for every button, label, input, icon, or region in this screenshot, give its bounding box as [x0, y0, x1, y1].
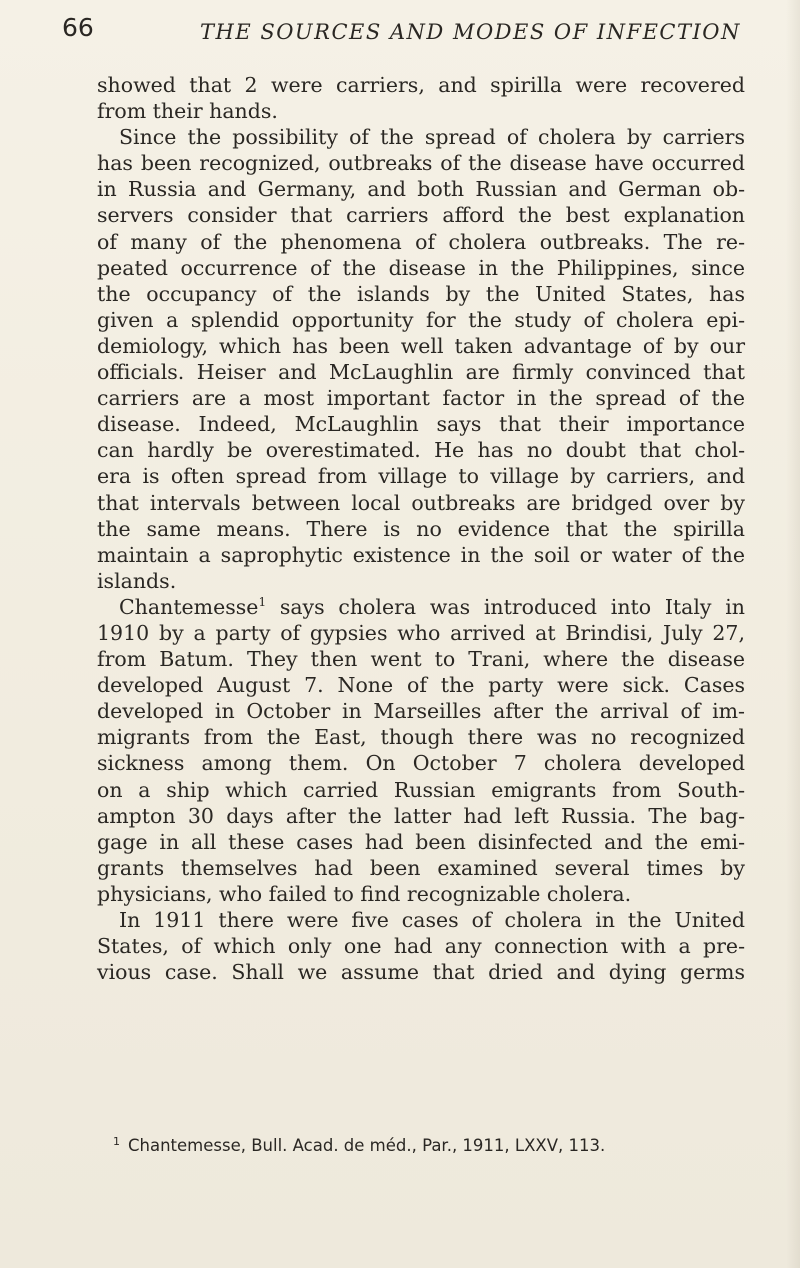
- text-line: the same means. There is no evidence that the spirilla: [97, 516, 745, 541]
- text-line: ampton 30 days after the latter had left Russia. The bag-: [97, 803, 745, 828]
- text-line: sickness among them. On October 7 cholera developed: [97, 751, 745, 776]
- text-line: grants themselves had been examined several times by: [97, 855, 745, 880]
- page-number: 66: [62, 13, 94, 42]
- text-line: In 1911 there were five cases of cholera in the United: [119, 908, 745, 932]
- text-line: migrants from the East, though there was no recognized: [97, 725, 745, 750]
- text-line: 1910 by a party of gypsies who arrived at Brindisi, July 27,: [97, 620, 745, 645]
- body-text: [97, 72, 745, 985]
- text-line: era is often spread from village to village by carriers, and: [97, 464, 745, 489]
- page-header: [62, 8, 762, 48]
- text-line: from their hands.: [97, 99, 278, 124]
- text-line-footnote-ref: [97, 594, 745, 620]
- footnote-number: 1: [113, 1134, 120, 1148]
- text-line: that intervals between local outbreaks are bridged over by: [97, 490, 745, 515]
- author-name: Chantemesse: [119, 594, 259, 619]
- running-head: THE SOURCES AND MODES OF INFECTION: [200, 20, 741, 44]
- text-line: maintain a saprophytic existence in the soil or water of the: [97, 542, 745, 567]
- text-line: disease. Indeed, McLaughlin says that their importance: [97, 412, 745, 437]
- text-line: in Russia and Germany, and both Russian and German ob-: [97, 177, 745, 202]
- footnote-marker: 1: [258, 595, 267, 610]
- text-line: on a ship which carried Russian emigrants from South-: [97, 777, 745, 802]
- text-line: vious case. Shall we assume that dried and dying germs: [97, 960, 745, 985]
- text-line: servers consider that carriers afford the best explanation: [97, 203, 745, 228]
- text-line: gage in all these cases had been disinfected and the emi-: [97, 829, 745, 854]
- footnote-text: Chantemesse, Bull. Acad. de méd., Par., 1911, LXXV, 113.: [128, 1136, 606, 1155]
- line-remainder: says cholera was introduced into Italy in: [279, 594, 745, 619]
- text-line: officials. Heiser and McLaughlin are firmly convinced that: [97, 360, 745, 385]
- text-line: has been recognized, outbreaks of the disease have occurred: [97, 151, 745, 176]
- text-line: physicians, who failed to find recognizable cholera.: [97, 881, 632, 906]
- text-line: States, of which only one had any connection with a pre-: [97, 934, 745, 959]
- text-line: islands.: [97, 568, 177, 593]
- text-line: carriers are a most important factor in the spread of the: [97, 386, 745, 411]
- text-line: showed that 2 were carriers, and spirilla were recovered: [97, 73, 745, 97]
- text-line: demiology, which has been well taken advantage of by our: [97, 333, 745, 358]
- text-line: peated occurrence of the disease in the Philippines, since: [97, 255, 745, 280]
- page-edge-shadow: [786, 0, 800, 1268]
- text-line: developed August 7. None of the party were sick. Cases: [97, 673, 745, 698]
- text-line: from Batum. They then went to Trani, where the disease: [97, 647, 745, 672]
- text-line: developed in October in Marseilles after the arrival of im-: [97, 699, 745, 724]
- text-line: can hardly be overestimated. He has no doubt that chol-: [97, 438, 745, 463]
- text-line: of many of the phenomena of cholera outbreaks. The re-: [97, 229, 745, 254]
- text-line: the occupancy of the islands by the United States, has: [97, 281, 745, 306]
- footnote: [113, 1134, 745, 1158]
- text-line: Since the possibility of the spread of cholera by carriers: [119, 125, 745, 150]
- text-line: given a splendid opportunity for the study of cholera epi-: [97, 307, 745, 332]
